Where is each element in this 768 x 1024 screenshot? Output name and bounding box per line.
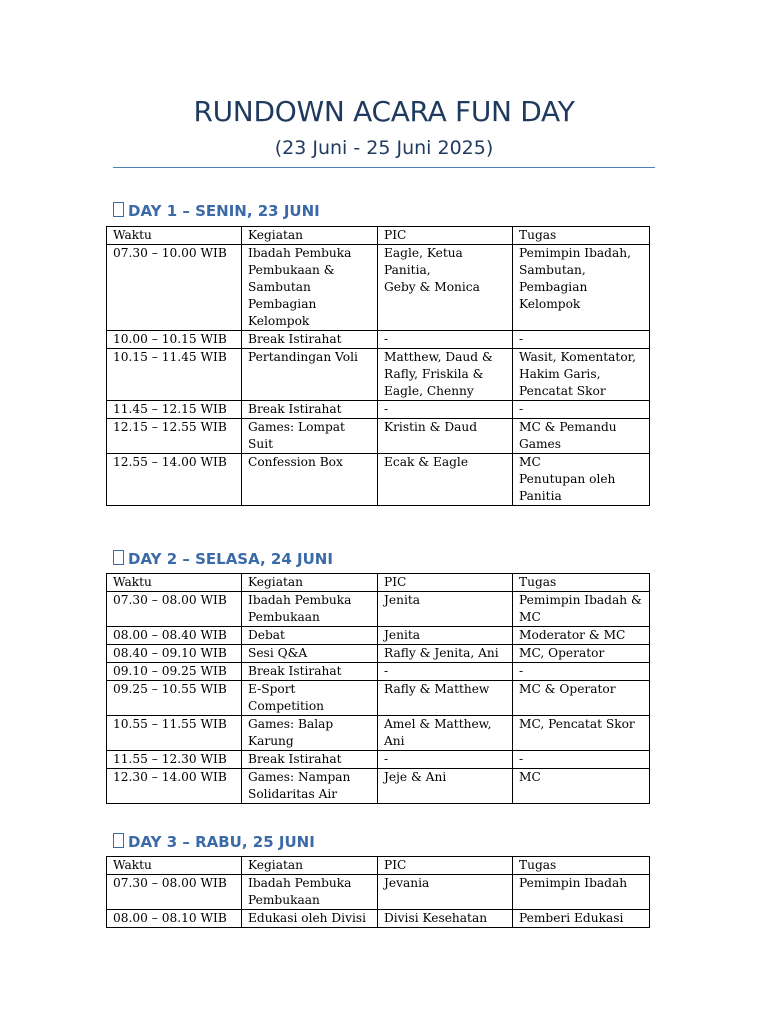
document-title: RUNDOWN ACARA FUN DAY xyxy=(193,95,575,128)
cell-kegiatan: Ibadah Pembuka Pembukaan xyxy=(242,592,378,627)
title-divider xyxy=(113,167,655,168)
table-row xyxy=(107,401,650,419)
cell-kegiatan: Break Istirahat xyxy=(242,663,378,681)
cell-waktu: 10.55 – 11.55 WIB xyxy=(107,716,242,751)
cell-pic: Jevania xyxy=(378,875,513,910)
cell-pic: Divisi Kesehatan xyxy=(378,910,513,928)
column-header-waktu: Waktu xyxy=(107,227,242,245)
column-header-kegiatan: Kegiatan xyxy=(242,227,378,245)
table-row xyxy=(107,751,650,769)
table-header-row xyxy=(107,857,650,875)
table-row xyxy=(107,627,650,645)
column-header-kegiatan: Kegiatan xyxy=(242,857,378,875)
cell-kegiatan: Pertandingan Voli xyxy=(242,349,378,401)
table-row xyxy=(107,681,650,716)
table-row xyxy=(107,331,650,349)
cell-waktu: 07.30 – 08.00 WIB xyxy=(107,592,242,627)
cell-tugas: - xyxy=(513,401,650,419)
cell-tugas: MC & Pemandu Games xyxy=(513,419,650,454)
cell-kegiatan: Break Istirahat xyxy=(242,751,378,769)
table-row xyxy=(107,716,650,751)
cell-waktu: 12.55 – 14.00 WIB xyxy=(107,454,242,506)
cell-tugas: - xyxy=(513,751,650,769)
cell-waktu: 08.40 – 09.10 WIB xyxy=(107,645,242,663)
cell-waktu: 09.10 – 09.25 WIB xyxy=(107,663,242,681)
cell-tugas: Pemimpin Ibadah xyxy=(513,875,650,910)
cell-waktu: 07.30 – 08.00 WIB xyxy=(107,875,242,910)
table-row xyxy=(107,875,650,910)
column-header-waktu: Waktu xyxy=(107,574,242,592)
cell-kegiatan: Games: Lompat Suit xyxy=(242,419,378,454)
cell-kegiatan: Confession Box xyxy=(242,454,378,506)
cell-kegiatan: Debat xyxy=(242,627,378,645)
cell-pic: - xyxy=(378,663,513,681)
cell-waktu: 08.00 – 08.40 WIB xyxy=(107,627,242,645)
cell-kegiatan: Games: Balap Karung xyxy=(242,716,378,751)
cell-waktu: 10.15 – 11.45 WIB xyxy=(107,349,242,401)
cell-kegiatan: Break Istirahat xyxy=(242,331,378,349)
cell-tugas: - xyxy=(513,663,650,681)
column-header-tugas: Tugas xyxy=(513,574,650,592)
table-header-row xyxy=(107,227,650,245)
table-row xyxy=(107,349,650,401)
cell-pic: Ecak & Eagle xyxy=(378,454,513,506)
table-row xyxy=(107,769,650,804)
cell-waktu: 12.15 – 12.55 WIB xyxy=(107,419,242,454)
cell-waktu: 08.00 – 08.10 WIB xyxy=(107,910,242,928)
cell-waktu: 11.55 – 12.30 WIB xyxy=(107,751,242,769)
cell-pic: Amel & Matthew, Ani xyxy=(378,716,513,751)
day-2-heading-text: DAY 2 – SELASA, 24 JUNI xyxy=(128,550,333,568)
column-header-tugas: Tugas xyxy=(513,857,650,875)
cell-pic: Kristin & Daud xyxy=(378,419,513,454)
cell-pic: Matthew, Daud & Rafly, Friskila & Eagle, Chenny xyxy=(378,349,513,401)
day-3-table xyxy=(106,856,650,928)
column-header-tugas: Tugas xyxy=(513,227,650,245)
table-row xyxy=(107,454,650,506)
document-subtitle: (23 Juni - 25 Juni 2025) xyxy=(274,137,494,159)
cell-kegiatan: Sesi Q&A xyxy=(242,645,378,663)
cell-pic: - xyxy=(378,751,513,769)
cell-tugas: MC, Pencatat Skor xyxy=(513,716,650,751)
column-header-pic: PIC xyxy=(378,227,513,245)
table-header-row xyxy=(107,574,650,592)
cell-pic: - xyxy=(378,331,513,349)
day-2-heading xyxy=(113,550,333,568)
table-row xyxy=(107,419,650,454)
cell-pic: - xyxy=(378,401,513,419)
column-header-kegiatan: Kegiatan xyxy=(242,574,378,592)
table-row xyxy=(107,663,650,681)
cell-kegiatan: E-Sport Competition xyxy=(242,681,378,716)
cell-tugas: Pemimpin Ibadah, Sambutan, Pembagian Kelompok xyxy=(513,245,650,331)
day-3-heading-text: DAY 3 – RABU, 25 JUNI xyxy=(128,833,315,851)
table-row xyxy=(107,245,650,331)
day-3-heading xyxy=(113,833,315,851)
cell-tugas: MC & Operator xyxy=(513,681,650,716)
cell-kegiatan: Edukasi oleh Divisi xyxy=(242,910,378,928)
day-1-table xyxy=(106,226,650,506)
cell-pic: Jenita xyxy=(378,592,513,627)
cell-pic: Rafly & Jenita, Ani xyxy=(378,645,513,663)
column-header-pic: PIC xyxy=(378,857,513,875)
cell-tugas: Moderator & MC xyxy=(513,627,650,645)
cell-tugas: MC xyxy=(513,769,650,804)
day-2-table xyxy=(106,573,650,804)
cell-waktu: 09.25 – 10.55 WIB xyxy=(107,681,242,716)
missing-glyph-icon xyxy=(113,202,124,217)
cell-tugas: Pemimpin Ibadah & MC xyxy=(513,592,650,627)
cell-waktu: 11.45 – 12.15 WIB xyxy=(107,401,242,419)
table-row xyxy=(107,592,650,627)
cell-pic: Eagle, Ketua Panitia, Geby & Monica xyxy=(378,245,513,331)
missing-glyph-icon xyxy=(113,833,124,848)
cell-tugas: Pemberi Edukasi xyxy=(513,910,650,928)
cell-tugas: Wasit, Komentator, Hakim Garis, Pencatat Skor xyxy=(513,349,650,401)
cell-kegiatan: Break Istirahat xyxy=(242,401,378,419)
cell-tugas: - xyxy=(513,331,650,349)
cell-pic: Jenita xyxy=(378,627,513,645)
cell-kegiatan: Games: Nampan Solidaritas Air xyxy=(242,769,378,804)
table-row xyxy=(107,910,650,928)
day-1-heading xyxy=(113,202,320,220)
cell-pic: Rafly & Matthew xyxy=(378,681,513,716)
table-row xyxy=(107,645,650,663)
cell-kegiatan: Ibadah Pembuka Pembukaan & Sambutan Pembagian Kelompok xyxy=(242,245,378,331)
cell-tugas: MC Penutupan oleh Panitia xyxy=(513,454,650,506)
column-header-pic: PIC xyxy=(378,574,513,592)
cell-waktu: 12.30 – 14.00 WIB xyxy=(107,769,242,804)
cell-pic: Jeje & Ani xyxy=(378,769,513,804)
cell-waktu: 07.30 – 10.00 WIB xyxy=(107,245,242,331)
column-header-waktu: Waktu xyxy=(107,857,242,875)
cell-kegiatan: Ibadah Pembuka Pembukaan xyxy=(242,875,378,910)
missing-glyph-icon xyxy=(113,550,124,565)
cell-waktu: 10.00 – 10.15 WIB xyxy=(107,331,242,349)
day-1-heading-text: DAY 1 – SENIN, 23 JUNI xyxy=(128,202,320,220)
cell-tugas: MC, Operator xyxy=(513,645,650,663)
